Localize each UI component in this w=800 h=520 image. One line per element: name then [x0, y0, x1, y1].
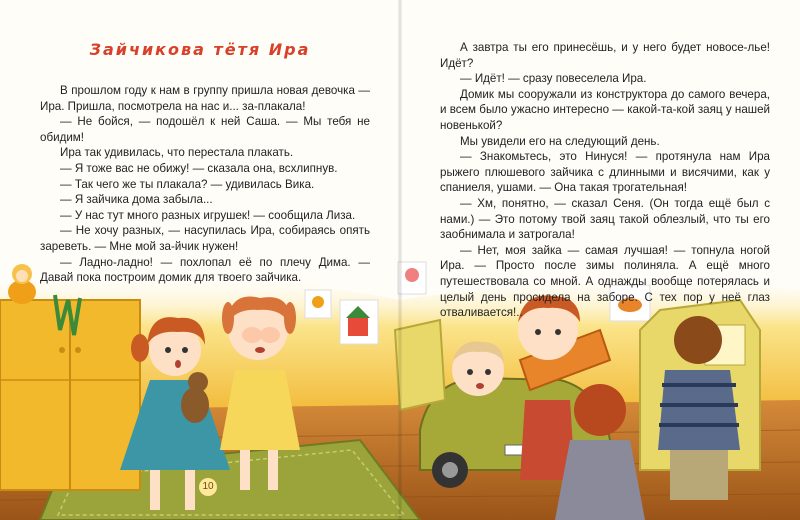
paragraph: — Знакомьтесь, это Нинуся! — протянула нам Ира рыжего плюшевого зайчика с длинными и висячими, как у спаниеля, ушами. — Она такая трогательная! [440, 150, 770, 195]
paragraph: — У нас тут много разных игрушек! — сообщила Лиза. [60, 208, 356, 222]
paragraph: Мы увидели его на следующий день. [460, 134, 660, 148]
paragraph: — Хм, понятно, — сказал Сеня. (Он тогда ещё был с нами.) — Это потому твой заяц такой облезлый, что ты его зaобнимала и затрогала! [440, 196, 770, 242]
right-page-text [440, 40, 770, 321]
page-number: 10 [199, 478, 217, 496]
paragraph: Ира так удивилась, что перестала плакать. [60, 146, 294, 160]
boy-in-car-icon [452, 341, 504, 396]
paragraph: — Идёт! — сразу повеселела Ира. [460, 72, 647, 86]
paragraph: Домик мы сооружали из конструктора до самого вечера, и всем было ужасно интересно — какой-та-кой заяц у нашей новенькой? [440, 87, 770, 132]
paragraph: — Не хочу разных, — насупилась Ира, собираясь опять зареветь. — Мне мой за-йчик нужен! [40, 224, 370, 253]
left-page-text [40, 83, 370, 286]
paragraph: — Ладно-ладно! — похлопал её по плечу Дима. — Давай пока построим домик для твоего зайчика. [40, 255, 370, 285]
story-title: Зайчикова тётя Ира [89, 40, 311, 59]
paragraph: — Нет, моя зайка — самая лучшая! — топнула ногой Ира. — Просто после зимы полиняла. А ещё много путешествовала со мной. А однажды вообще потерялась и целый день просидела на заборе. С тех пор у неё глаз отваливается!.. [440, 243, 770, 320]
paragraph: А завтра ты его принесёшь, и у него будет новосе-лье! Идёт? [440, 41, 770, 70]
paragraph: — Не бойся, — подошёл к ней Саша. — Мы тебя не обидим! [40, 115, 370, 144]
paragraph: — Так чего же ты плакала? — удивилась Вика. [60, 177, 315, 191]
paragraph: — Я зайчика дома забыла... [60, 193, 213, 207]
paragraph: — Я тоже вас не обижу! — сказала она, всхлипнув. [60, 161, 338, 175]
paragraph: В прошлом году к нам в группу пришла новая девочка — Ира. Пришла, посмотрела на нас и... за-плакала! [40, 84, 370, 113]
